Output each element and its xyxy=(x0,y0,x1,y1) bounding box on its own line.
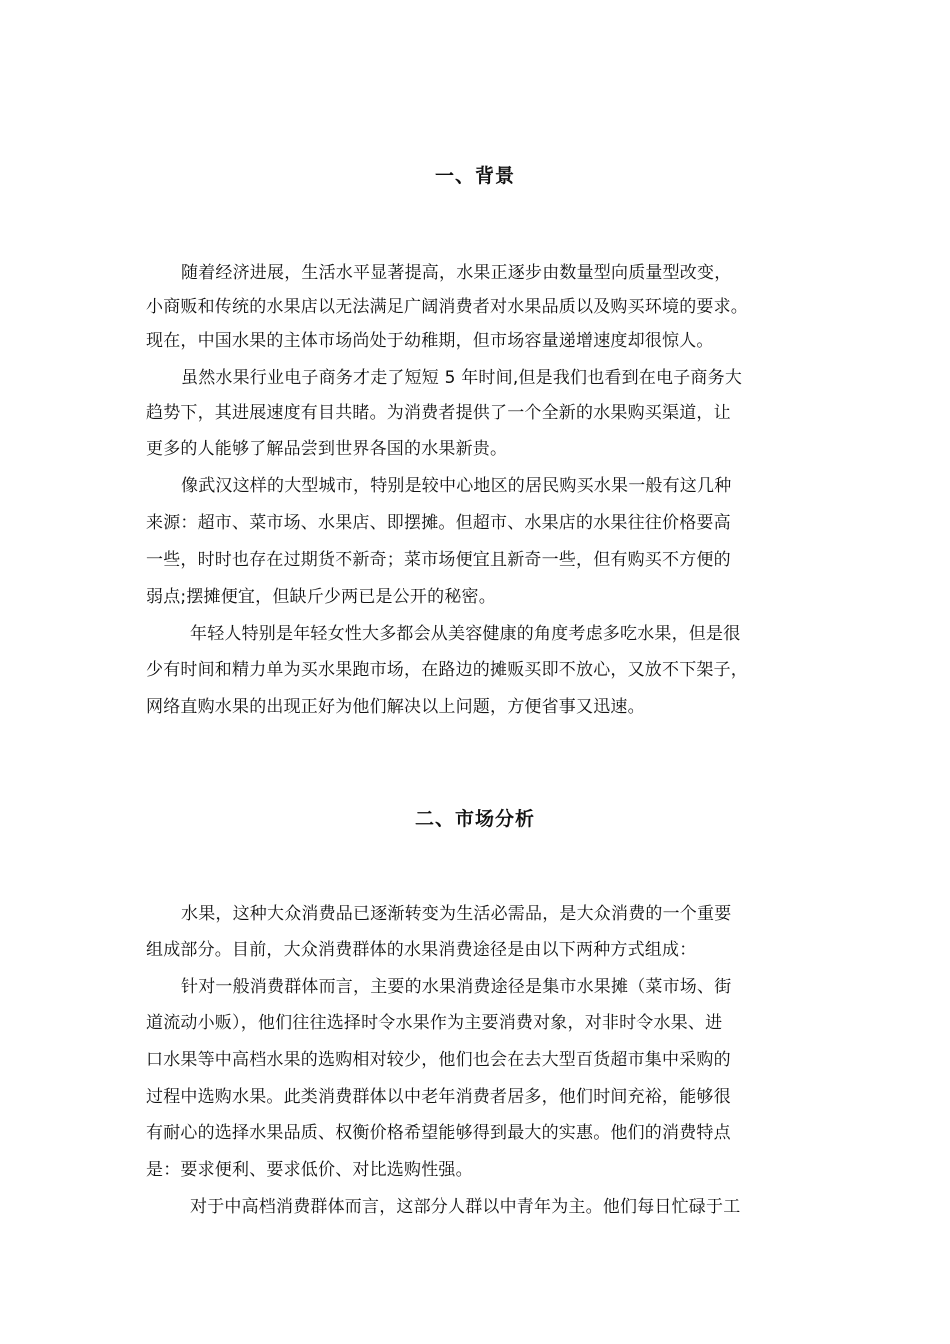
paragraph-line: 小商贩和传统的水果店以无法满足广阔消费者对水果品质以及购买环境的要求。 xyxy=(146,297,748,317)
paragraph-line: 道流动小贩），他们往往选择时令水果作为主要消费对象，对非时令水果、进 xyxy=(146,1013,723,1033)
paragraph-line: 年轻人特别是年轻女性大多都会从美容健康的角度考虑多吃水果，但是很 xyxy=(190,624,741,644)
paragraph-line: 网络直购水果的出现正好为他们解决以上问题，方便省事又迅速。 xyxy=(146,697,645,717)
paragraph-line: 来源：超市、菜市场、水果店、即摆摊。但超市、水果店的水果往往价格要高 xyxy=(146,513,731,533)
paragraph-line: 现在，中国水果的主体市场尚处于幼稚期，但市场容量递增速度却很惊人。 xyxy=(146,331,714,351)
paragraph-line: 是：要求便利、要求低价、对比选购性强。 xyxy=(146,1160,473,1180)
paragraph-line: 对于中高档消费群体而言，这部分人群以中青年为主。他们每日忙碌于工 xyxy=(190,1197,741,1217)
paragraph-line: 水果，这种大众消费品已逐渐转变为生活必需品，是大众消费的一个重要 xyxy=(181,904,732,924)
paragraph-line: 针对一般消费群体而言，主要的水果消费途径是集市水果摊（菜市场、街 xyxy=(181,977,732,997)
paragraph-line: 趋势下，其进展速度有目共睹。为消费者提供了一个全新的水果购买渠道，让 xyxy=(146,403,731,423)
paragraph-line: 口水果等中高档水果的选购相对较少，他们也会在去大型百货超市集中采购的 xyxy=(146,1050,731,1070)
paragraph-line: 有耐心的选择水果品质、权衡价格希望能够得到最大的实惠。他们的消费特点 xyxy=(146,1123,731,1143)
section-heading-market-analysis: 二、市场分析 xyxy=(414,808,535,830)
paragraph-line: 随着经济进展，生活水平显著提高，水果正逐步由数量型向质量型改变， xyxy=(181,263,732,283)
paragraph-line: 过程中选购水果。此类消费群体以中老年消费者居多，他们时间充裕，能够很 xyxy=(146,1087,731,1107)
paragraph-line: 虽然水果行业电子商务才走了短短 5 年时间,但是我们也看到在电子商务大 xyxy=(181,368,743,388)
paragraph-line: 少有时间和精力单为买水果跑市场，在路边的摊贩买即不放心，又放不下架子， xyxy=(146,660,748,680)
section-heading-background: 一、背景 xyxy=(434,165,515,187)
paragraph-line: 一些，时时也存在过期货不新奇；菜市场便宜且新奇一些，但有购买不方便的 xyxy=(146,550,731,570)
paragraph-line: 更多的人能够了解品尝到世界各国的水果新贵。 xyxy=(146,439,508,459)
paragraph-line: 像武汉这样的大型城市，特别是较中心地区的居民购买水果一般有这几种 xyxy=(181,476,732,496)
paragraph-line: 弱点;摆摊便宜，但缺斤少两已是公开的秘密。 xyxy=(146,587,496,607)
paragraph-line: 组成部分。目前，大众消费群体的水果消费途径是由以下两种方式组成： xyxy=(146,940,697,960)
